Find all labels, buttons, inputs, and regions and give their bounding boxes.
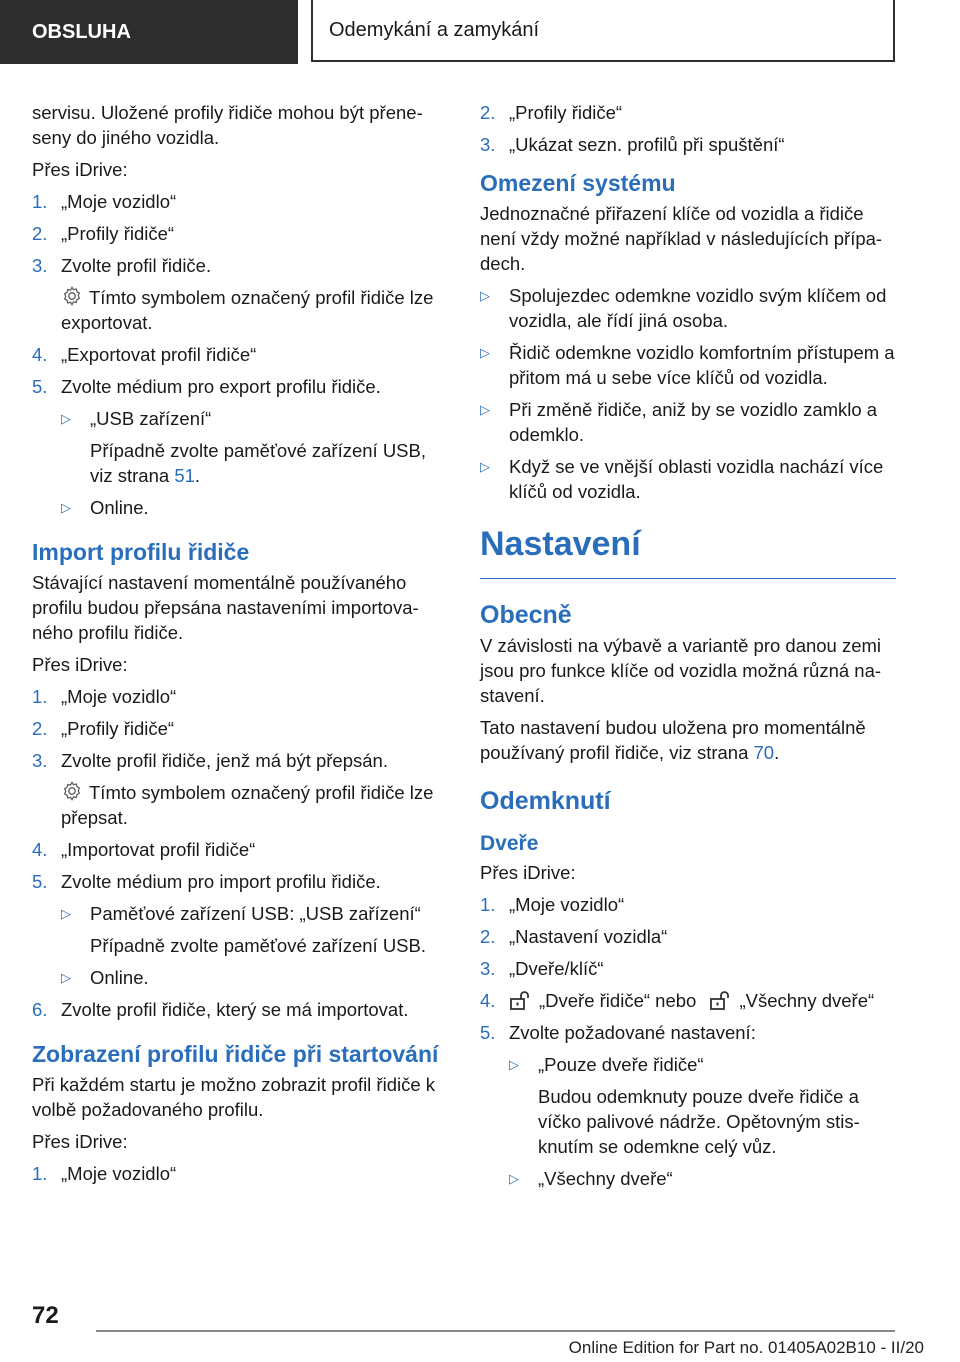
- heading-settings: Nastavení: [480, 524, 896, 579]
- step-6: 6. Zvolte profil řidiče, který se má importovat.: [32, 999, 409, 1020]
- limits-bullet: ▷ Spolujezdec odemkne vozidlo svým klíčem od vozidla, ale řídí jiná osoba.: [480, 285, 887, 331]
- bullet-online: ▷ Online.: [61, 967, 149, 988]
- section-tab: [0, 0, 298, 64]
- step-2: 2. „Nastavení vozidla“: [480, 926, 668, 947]
- usb-text: Případně zvolte paměťové zařízení USB, viz strana 51.: [90, 440, 426, 486]
- footer-divider: [96, 1330, 895, 1332]
- unlock-icon: [709, 990, 733, 1010]
- via-idrive: Přes iDrive:: [32, 159, 128, 180]
- chapter-title: Odemykání a zamykání: [329, 18, 540, 41]
- heading-general: Obecně: [480, 601, 572, 629]
- heading-system-limits: Omezení systému: [480, 170, 676, 196]
- heading-display-profile: Zobrazení profilu řidiče při startování: [32, 1041, 439, 1067]
- right-column: [480, 100, 896, 1198]
- chapter-tab: [311, 0, 895, 62]
- usb-device-text: Případně zvolte paměťové zařízení USB.: [90, 935, 426, 956]
- heading-unlock: Odemknutí: [480, 787, 611, 815]
- step-5: 5. Zvolte médium pro import profilu řidiče.: [32, 871, 381, 892]
- via-idrive: Přes iDrive:: [480, 862, 576, 883]
- bullet-usb-device: ▷ Paměťové zařízení USB: „USB zařízení“: [61, 903, 421, 924]
- gear-icon: [61, 780, 83, 802]
- step-1: 1. „Moje vozidlo“: [32, 191, 177, 212]
- step-4: 4. „Dveře řidiče“ nebo „Všechny dveře“: [480, 990, 875, 1011]
- general-text: V závislosti na výbavě a variantě pro danou zemi jsou pro funkce klíče od vozidla možná různá nastavení.: [480, 635, 882, 706]
- step-3: 3. „Ukázat sezn. profilů při spuštění“: [480, 134, 785, 155]
- bullet-driver-door: ▷ „Pouze dveře řidiče“: [509, 1054, 704, 1075]
- limits-bullet: ▷ Při změně řidiče, aniž by se vozidlo zamklo a odemklo.: [480, 399, 878, 445]
- footer-edition: Online Edition for Part no. 01405A02B10 - II/20: [568, 1338, 924, 1357]
- limits-text: Jednoznačné přiřazení klíče od vozidla a řidiče není vždy možné například v následujících případech.: [480, 203, 883, 274]
- driver-door-text: Budou odemknuty pouze dveře řidiče a víčko palivové nádrže. Opětovným stisknutím se odemkne celý vůz.: [538, 1086, 860, 1157]
- intro-text: servisu. Uložené profily řidiče mohou být přeneseny do jiného vozidla.: [32, 102, 423, 148]
- bullet-usb: ▷ „USB zařízení“: [61, 408, 212, 429]
- page-link-51[interactable]: 51: [174, 465, 195, 486]
- general-text-2: Tato nastavení budou uložena pro momentálně používaný profil řidiče, viz strana 70.: [480, 717, 866, 763]
- step-2: 2. „Profily řidiče“: [32, 223, 175, 244]
- display-text: Při každém startu je možno zobrazit profil řidiče k volbě požadovaného profilu.: [32, 1074, 436, 1120]
- heading-doors: Dveře: [480, 832, 539, 855]
- step-2: 2. „Profily řidiče“: [32, 718, 175, 739]
- limits-bullet: ▷ Když se ve vnější oblasti vozidla nachází více klíčů od vozidla.: [480, 456, 884, 502]
- step-4: 4. „Exportovat profil řidiče“: [32, 344, 257, 365]
- bullet-all-doors: ▷ „Všechny dveře“: [509, 1168, 673, 1189]
- step-1: 1. „Moje vozidlo“: [480, 894, 625, 915]
- step-1: 1. „Moje vozidlo“: [32, 686, 177, 707]
- step-4: 4. „Importovat profil řidiče“: [32, 839, 256, 860]
- via-idrive: Přes iDrive:: [32, 1131, 128, 1152]
- step-5: 5. Zvolte požadované nastavení:: [480, 1022, 756, 1043]
- step-5: 5. Zvolte médium pro export profilu řidiče.: [32, 376, 381, 397]
- step-1: 1. „Moje vozidlo“: [32, 1163, 177, 1184]
- bullet-online: ▷ Online.: [61, 497, 149, 518]
- step-3: 3. Zvolte profil řidiče, jenž má být přepsán.: [32, 750, 388, 771]
- import-text: Stávající nastavení momentálně používaného profilu budou přepsána nastaveními importovaného profilu řidiče.: [32, 572, 419, 643]
- step-3: 3. Zvolte profil řidiče.: [32, 255, 212, 276]
- page-number: 72: [32, 1302, 59, 1329]
- note-export: Tímto symbolem označený profil řidiče lze exportovat.: [61, 287, 434, 333]
- limits-bullet: ▷ Řidič odemkne vozidlo komfortním přístupem a přitom má u sebe více klíčů od vozidla.: [480, 342, 895, 388]
- step-3: 3. „Dveře/klíč“: [480, 958, 604, 979]
- unlock-icon: [509, 990, 533, 1010]
- note-overwrite: Tímto symbolem označený profil řidiče lze přepsat.: [61, 782, 434, 828]
- left-column: [32, 100, 448, 1193]
- gear-icon: [61, 285, 83, 307]
- step-2: 2. „Profily řidiče“: [480, 102, 623, 123]
- via-idrive: Přes iDrive:: [32, 654, 128, 675]
- page-link-70[interactable]: 70: [753, 742, 775, 763]
- section-title: OBSLUHA: [32, 20, 131, 43]
- heading-import: Import profilu řidiče: [32, 539, 250, 565]
